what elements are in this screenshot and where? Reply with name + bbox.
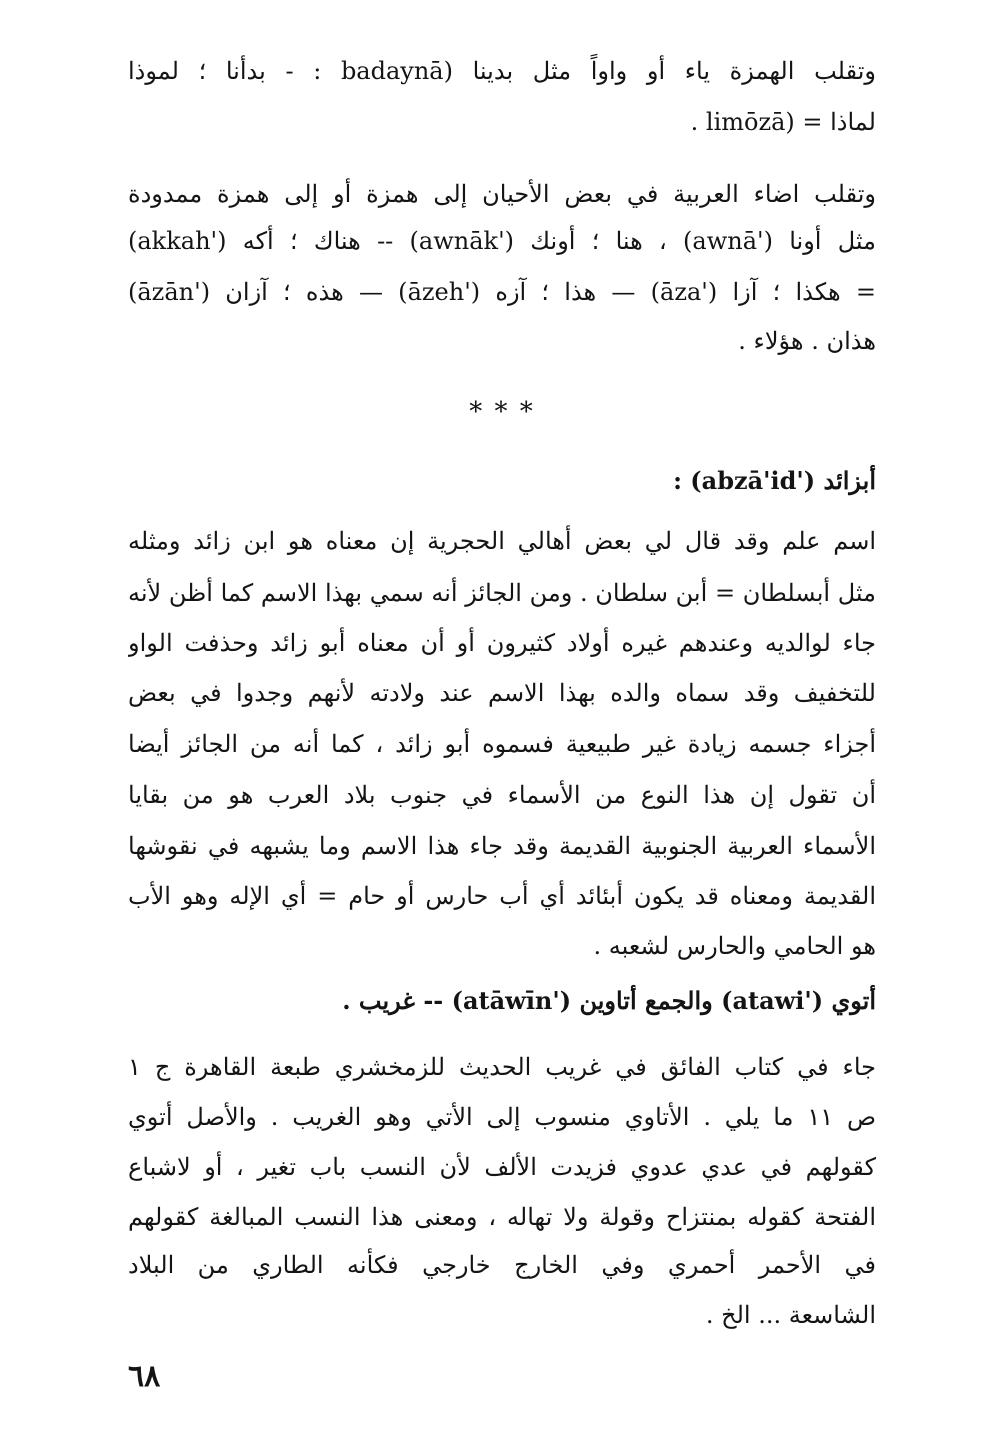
page-number: ٦٨ [128,1359,161,1394]
section-separator: * * * [469,397,535,427]
text-line: وتقلب الهمزة ياء أو واواً مثل بدينا (badaynā : - بدأنا ؛ لموذا [128,57,876,85]
text-line: جاء لوالديه وعندهم غيره أولاد كثيرون أو أن معناه أبو زائد وحذفت الواو [128,629,876,657]
text-line: مثل أبسلطان = أبن سلطان . ومن الجائز أنه سمي بهذا الاسم كما أظن لأنه [128,579,876,607]
text-line: أجزاء جسمه زيادة غير طبيعية فسموه أبو زائد ، كما أنه من الجائز أيضا [128,730,876,758]
text-line: هو الحامي والحارس لشعبه . [593,932,876,960]
text-line: مثل أونا ('awnā) ، هنا ؛ أونك ('awnāk) -- هناك ؛ أكه ('akkah) [128,227,876,255]
text-line: للتخفيف وقد سماه والده بهذا الاسم عند ولادته لأنهم وجدوا في بعض [128,679,876,707]
text-line: كقولهم في عدي عدوي فزيدت الألف لأن النسب باب تغير ، أو لاشباع [128,1153,876,1181]
text-line: القديمة ومعناه قد يكون أبئائد أي أب حارس أو حام = أي الإله وهو الأب [128,882,876,910]
text-line: = هكذا ؛ آزا ('āza) — هذا ؛ آزه ('āzeh) — هذه ؛ آزان ('āzān) [128,278,876,306]
text-line: وتقلب اضاء العربية في بعض الأحيان إلى همزة أو إلى همزة ممدودة [128,180,876,208]
text-line: هذان . هؤلاء . [738,327,876,355]
entry-heading: أتوي ('atawi) والجمع أتاوين ('atāwīn) -- غريب . [342,986,876,1015]
text-line: . limōzā) = لماذا [690,108,876,136]
text-line: في الأحمر أحمري وفي الخارج خارجي فكأنه الطاري من البلاد [128,1251,876,1279]
text-line: الأسماء العربية الجنوبية القديمة وقد جاء هذا الاسم وما يشبهه في نقوشها [128,832,876,860]
text-line: أن تقول إن هذا النوع من الأسماء في جنوب بلاد العرب هو من بقايا [128,781,876,809]
text-line: الشاسعة ... الخ . [705,1301,876,1329]
entry-heading: أبزائد ('abzā'id) : [673,466,876,495]
text-line: جاء في كتاب الفائق في غريب الحديث للزمخشري طبعة القاهرة ج ١ [128,1053,876,1081]
text-line: الفتحة كقوله بمنتزاح وقولة ولا تهاله ، ومعنى هذا النسب المبالغة كقولهم [128,1203,876,1231]
text-line: ص ١١ ما يلي . الأتاوي منسوب إلى الأتي وهو الغريب . والأصل أتوي [128,1103,876,1131]
document-page [128,40,876,1400]
text-line: اسم علم وقد قال لي بعض أهالي الحجرية إن معناه هو ابن زائد ومثله [128,527,876,555]
